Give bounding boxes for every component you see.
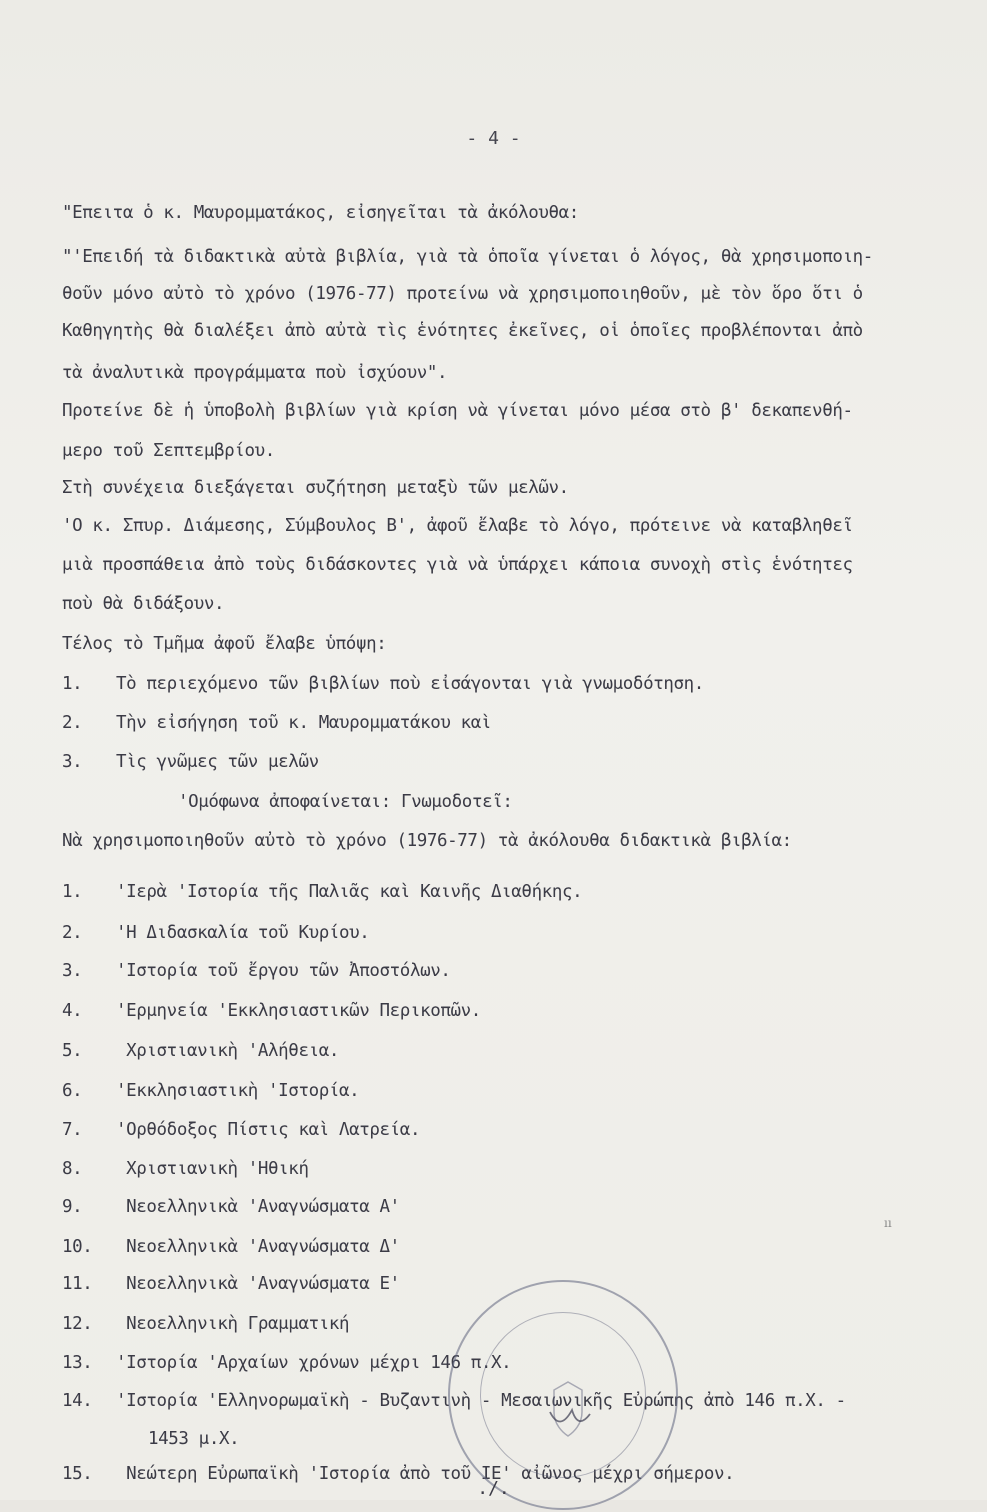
item-number: 9.	[62, 1197, 83, 1217]
item-text: 'Εκκλησιαστικὴ 'Ιστορία.	[116, 1081, 360, 1101]
paragraph-line: Τέλος τὸ Τμῆμα ἀφοῦ ἔλαβε ὑπόψη:	[62, 634, 387, 654]
item-number: 2.	[62, 923, 83, 943]
item-text: 'Ιστορία 'Ελληνορωμαϊκὴ - Βυζαντινὴ - Μεσαιωνικῆς Εὐρώπης ἀπὸ 146 π.Χ. -	[116, 1391, 846, 1411]
item-text: 'Ερμηνεία 'Εκκλησιαστικῶν Περικοπῶν.	[116, 1001, 481, 1021]
paragraph-line: Στὴ συνέχεια διεξάγεται συζήτηση μεταξὺ τῶν μελῶν.	[62, 478, 569, 498]
item-text: Νεοελληνικὰ 'Αναγνώσματα Α'	[116, 1197, 400, 1217]
book-item	[62, 1236, 400, 1258]
item-number: 3.	[62, 961, 83, 981]
consideration-item	[62, 712, 491, 734]
item-number: 2.	[62, 713, 83, 733]
paragraph-line: Προτείνε δὲ ἡ ὑποβολὴ βιβλίων γιὰ κρίση νὰ γίνεται μόνο μέσα στὸ β' δεκαπενθή-	[62, 401, 853, 421]
item-number: 8.	[62, 1159, 83, 1179]
paragraph-line: μερο τοῦ Σεπτεμβρίου.	[62, 441, 275, 461]
book-item	[62, 1080, 359, 1102]
continuation-mark: ./.	[477, 1478, 510, 1499]
book-item	[62, 1040, 339, 1062]
item-number: 12.	[62, 1314, 93, 1334]
item-text: 'Ιστορία 'Αρχαίων χρόνων μέχρι 146 π.Χ.	[116, 1353, 512, 1373]
paragraph-line: θοῦν μόνο αὐτὸ τὸ χρόνο (1976-77) προτείνω νὰ χρησιμοποιηθοῦν, μὲ τὸν ὅρο ὅτι ὁ	[62, 284, 863, 304]
decision-intro: Νὰ χρησιμοποιηθοῦν αὐτὸ τὸ χρόνο (1976-77) τὰ ἀκόλουθα διδακτικὰ βιβλία:	[62, 831, 792, 851]
item-text: 'Η Διδασκαλία τοῦ Κυρίου.	[116, 923, 370, 943]
book-item-continuation	[62, 1428, 239, 1450]
item-number: 1.	[62, 882, 83, 902]
book-item	[62, 881, 582, 903]
item-number: 13.	[62, 1353, 93, 1373]
consideration-item	[62, 673, 704, 695]
item-number: 3.	[62, 752, 83, 772]
item-text: Νεοελληνικὰ 'Αναγνώσματα Ε'	[116, 1274, 400, 1294]
item-text: Νεοελληνικὴ Γραμματική	[116, 1314, 350, 1334]
item-text: Νεοελληνικὰ 'Αναγνώσματα Δ'	[116, 1237, 400, 1257]
item-number: 5.	[62, 1041, 83, 1061]
item-text: 1453 μ.Χ.	[148, 1429, 240, 1449]
item-number: 15.	[62, 1464, 93, 1484]
item-number: 4.	[62, 1001, 83, 1021]
official-stamp	[448, 1280, 678, 1510]
book-item	[62, 922, 369, 944]
margin-mark-icon: ıı	[884, 1216, 892, 1230]
item-number: 11.	[62, 1274, 93, 1294]
book-item	[62, 1196, 400, 1218]
book-item	[62, 1119, 420, 1141]
paragraph-line: Καθηγητὴς θὰ διαλέξει ἀπὸ αὐτὰ τὶς ἑνότητες ἐκεῖνες, οἱ ὁποῖες προβλέπονται ἀπὸ	[62, 321, 863, 341]
book-item	[62, 1000, 481, 1022]
book-item	[62, 1158, 309, 1180]
item-text: 'Ιστορία τοῦ ἔργου τῶν Ἀποστόλων.	[116, 961, 451, 981]
paragraph-line: "Επειτα ὁ κ. Μαυρομματάκος, εἰσηγεῖται τὰ ἀκόλουθα:	[62, 203, 579, 223]
item-text: Χριστιανικὴ 'Αλήθεια.	[116, 1041, 339, 1061]
item-text: Τὸ περιεχόμενο τῶν βιβλίων ποὺ εἰσάγονται γιὰ γνωμοδότηση.	[116, 674, 704, 694]
paragraph-line: ποὺ θὰ διδάξουν.	[62, 594, 225, 614]
item-text: Χριστιανικὴ 'Ηθική	[116, 1159, 309, 1179]
item-number: 7.	[62, 1120, 83, 1140]
book-item	[62, 1313, 349, 1335]
item-number: 14.	[62, 1391, 93, 1411]
item-text: Νεώτερη Εὐρωπαϊκὴ 'Ιστορία ἀπὸ τοῦ ΙΕ' αἰῶνος μέχρι σήμερον.	[116, 1464, 735, 1484]
paragraph-line: τὰ ἀναλυτικὰ προγράμματα ποὺ ἰσχύουν".	[62, 363, 448, 383]
consideration-item	[62, 751, 319, 773]
book-item	[62, 1352, 511, 1374]
item-text: Τὶς γνῶμες τῶν μελῶν	[116, 752, 319, 772]
item-number: 1.	[62, 674, 83, 694]
decision-heading: 'Ομόφωνα ἀποφαίνεται: Γνωμοδοτεῖ:	[178, 792, 513, 812]
item-number: 6.	[62, 1081, 83, 1101]
paragraph-line: μιὰ προσπάθεια ἀπὸ τοὺς διδάσκοντες γιὰ νὰ ὑπάρχει κάποια συνοχὴ στὶς ἑνότητες	[62, 555, 853, 575]
page-number: - 4 -	[466, 128, 521, 149]
item-text: 'Ιερὰ 'Ιστορία τῆς Παλιᾶς καὶ Καινῆς Διαθήκης.	[116, 882, 583, 902]
book-item	[62, 960, 451, 982]
item-text: Τὴν εἰσήγηση τοῦ κ. Μαυρομματάκου καὶ	[116, 713, 492, 733]
paragraph-line: 'Ο κ. Σπυρ. Διάμεσης, Σύμβουλος Β', ἀφοῦ ἔλαβε τὸ λόγο, πρότεινε νὰ καταβληθεῖ	[62, 516, 853, 536]
paragraph-line: "'Επειδή τὰ διδακτικὰ αὐτὰ βιβλία, γιὰ τὰ ὁποῖα γίνεται ὁ λόγος, θὰ χρησιμοποιη-	[62, 247, 873, 267]
book-item	[62, 1273, 400, 1295]
item-number: 10.	[62, 1237, 93, 1257]
item-text: 'Ορθόδοξος Πίστις καὶ Λατρεία.	[116, 1120, 421, 1140]
